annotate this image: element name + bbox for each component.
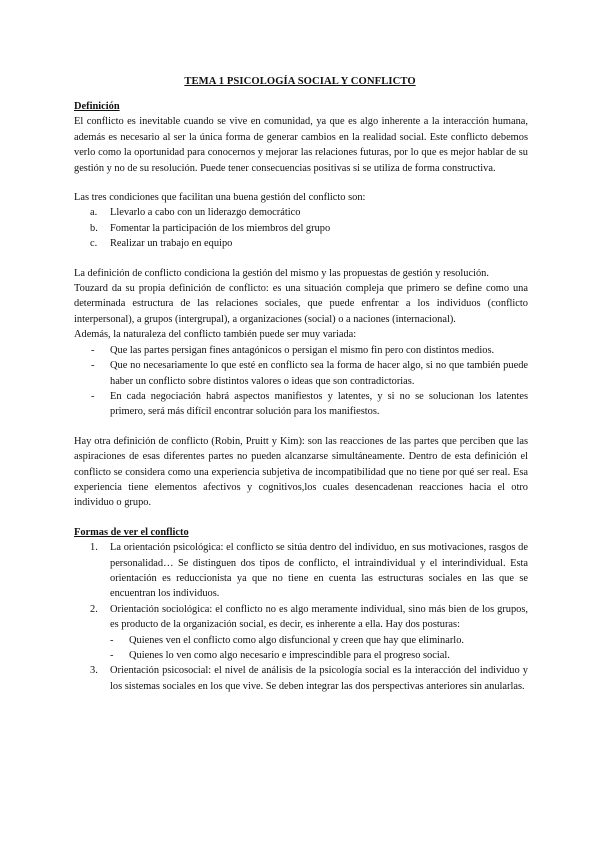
list-item: - Quienes ven el conflicto como algo disfuncional y creen que hay que eliminarlo. bbox=[110, 634, 464, 646]
list-item: - Que las partes persigan fines antagónicos o persigan el mismo fin pero con distintos medios. bbox=[91, 344, 495, 356]
list-item: c. Realizar un trabajo en equipo bbox=[90, 238, 233, 250]
list-item: - En cada negociación habrá aspectos manifiestos y latentes, y si no se solucionan los latentes primero, será más difícil encontrar solución para los manifiestos. bbox=[91, 390, 528, 418]
paragraph-condiciones-intro: Las tres condiciones que facilitan una buena gestión del conflicto son: bbox=[74, 192, 366, 204]
list-item: - Que no necesariamente lo que esté en conflicto sea la forma de hacer algo, si no que también puede haber un conflicto sobre distintos valores o ideas que son contradictorias. bbox=[91, 360, 528, 387]
paragraph-otra-definicion: Hay otra definición de conflicto (Robin, Pruitt y Kim): son las reacciones de las partes que perciben que las aspiraciones de esas diferentes partes no pueden alcanzarse simultáneamente. Dentro de esta definición el conflicto se considera como una experiencia subjetiva de incompatibilidad que no tiene por qué ser real. Esa experiencia tiene elementos afectivos y cognitivos,los cuales desencadenan reacciones hacia el otro individuo o grupo. bbox=[74, 435, 528, 509]
list-item: 1. La orientación psicológica: el conflicto se sitúa dentro del individuo, en sus motivaciones, rasgos de personalidad… Se distinguen dos tipos de conflicto, el intraindividual y el interindividual. Esta orientación es reduccionista ya que no tiene en cuenta las estructuras sociales en las que se encuentran los individuos. bbox=[90, 542, 528, 600]
posturas-list bbox=[74, 633, 528, 664]
section-heading-formas: Formas de ver el conflicto bbox=[74, 526, 189, 538]
paragraph-touzard-1: La definición de conflicto condiciona la gestión del mismo y las propuestas de gestión y resolución. bbox=[74, 267, 489, 279]
list-item: b. Fomentar la participación de los miembros del grupo bbox=[90, 222, 331, 234]
list-item: a. Llevarlo a cabo con un liderazgo democrático bbox=[90, 207, 301, 219]
page-title: TEMA 1 PSICOLOGÍA SOCIAL Y CONFLICTO bbox=[184, 76, 416, 87]
paragraph-touzard-2: Touzard da su propia definición de conflicto: es una situación compleja que primero se define como una determinada estructura de las relaciones sociales, que puede enfrentar a los individuos (conflicto interpersonal), a grupos (intergrupal), a organizaciones (social) o a naciones (internacional). bbox=[74, 283, 528, 325]
paragraph-definicion: El conflicto es inevitable cuando se vive en comunidad, ya que es algo inherente a la interacción humana, además es necesario al ser la única forma de generar cambios en la realidad social. Este conflicto debemos verlo como la oportunidad para conocernos y mejorar las relaciones futuras, por lo que es mejor hablar de su gestión y no de su resolución. Puede tener consecuencias positivas si se utiliza de forma constructiva. bbox=[74, 116, 528, 174]
list-item: 2. Orientación sociológica: el conflicto no es algo meramente individual, sino más bien de los grupos, es producto de la organización social, es decir, es inherente a ella. Hay dos posturas: - Quienes ven el conflicto como algo disfuncional y creen que hay que eliminarlo. - Quienes lo ven como algo necesario e imprescindible para el progreso social. bbox=[74, 602, 528, 664]
naturaleza-list bbox=[74, 343, 528, 420]
condiciones-list bbox=[74, 205, 528, 251]
section-heading-definicion: Definición bbox=[74, 101, 120, 112]
document-body bbox=[74, 99, 528, 694]
formas-list bbox=[74, 540, 528, 694]
paragraph-touzard-3: Además, la naturaleza del conflicto también puede ser muy variada: bbox=[74, 329, 357, 341]
list-item: - Quienes lo ven como algo necesario e imprescindible para el progreso social. bbox=[110, 650, 450, 661]
list-item: 3. Orientación psicosocial: el nivel de análisis de la psicología social es la interacción del individuo y los sistemas sociales en los que vive. Se deben integrar las dos perspectivas anteriores sin anularlas. bbox=[90, 665, 528, 692]
